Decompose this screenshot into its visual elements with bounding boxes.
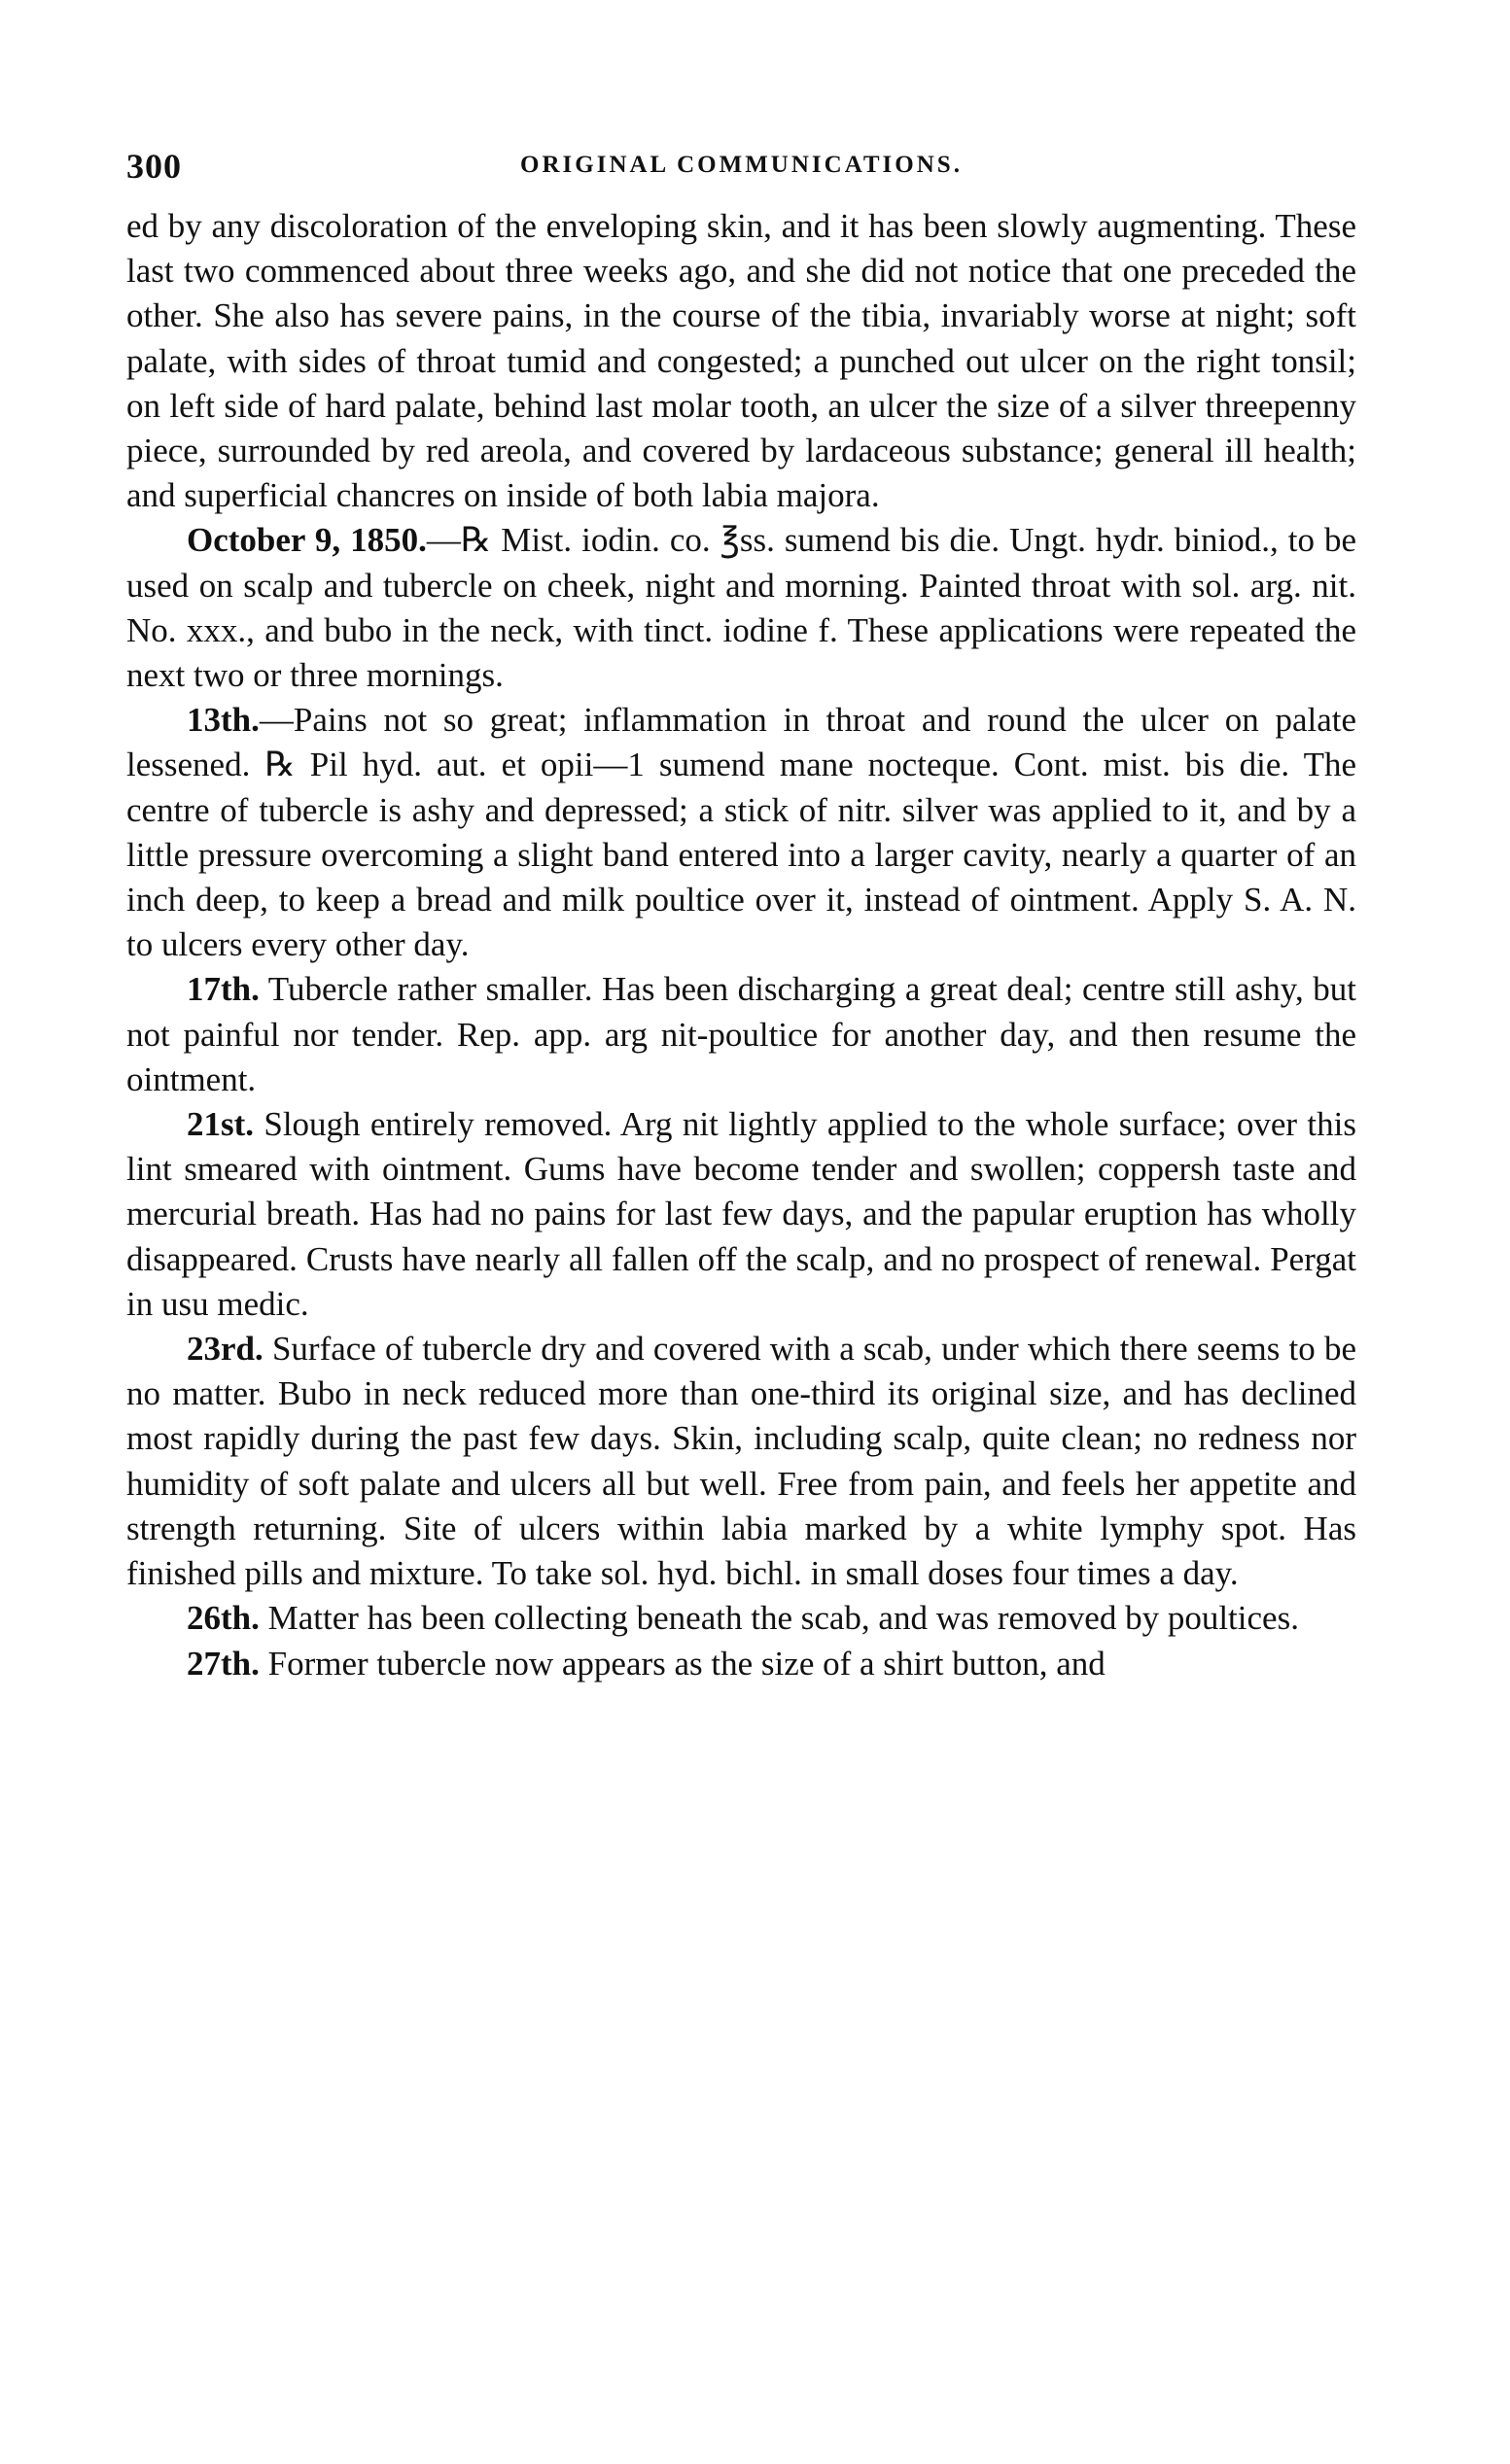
paragraph-text: ed by any discoloration of the enveloping skin, and it has been slowly augmenting. These last two commenced about three weeks ago, and she did not notice that one preceded the other. She also has severe pains, in the course of the tibia, invariably worse at night; soft palate, with sides of throat tumid and congested; a punched out ulcer on the right tonsil; on left side of hard palate, behind last molar tooth, an ulcer the size of a silver threepenny piece, surrounded by red areola, and covered by lardaceous substance; general ill health; and superficial chancres on inside of both labia majora. (126, 207, 1356, 515)
paragraph-23rd (126, 1327, 1356, 1596)
paragraph-october-9 (126, 518, 1356, 698)
running-head: ORIGINAL COMMUNICATIONS. (520, 152, 963, 178)
page-number: 300 (126, 147, 182, 186)
body-text (126, 204, 1356, 1686)
entry-date: 21st. (187, 1105, 255, 1144)
paragraph-text: —Pains not so great; inflammation in throat and round the ulcer on palate lessened. ℞ Pil hyd. aut. et opii—1 sumend mane nocteque. Cont. mist. bis die. The centre of tubercle is ashy and depressed; a stick of nitr. silver was applied to it, and by a little pressure overcoming a slight band entered into a larger cavity, nearly a quarter of an inch deep, to keep a bread and milk poultice over it, instead of ointment. Apply S. A. N. to ulcers every other day. (126, 701, 1356, 964)
entry-date: October 9, 1850. (187, 521, 427, 560)
paragraph-26th (126, 1596, 1356, 1641)
paragraph-text: Surface of tubercle dry and covered with a scab, under which there seems to be no matter. Bubo in neck reduced more than one-third its original size, and has declined most rapidly during the past few days. Skin, including scalp, quite clean; no redness nor humidity of soft palate and ulcers all but well. Free from pain, and feels her appetite and strength returning. Site of ulcers within labia marked by a white lymphy spot. Has finished pills and mixture. To take sol. hyd. bichl. in small doses four times a day. (126, 1330, 1356, 1593)
paragraph-continuation (126, 204, 1356, 518)
entry-date: 27th. (187, 1644, 260, 1683)
paragraph-13th (126, 698, 1356, 967)
paragraph-27th (126, 1642, 1356, 1686)
paragraph-17th (126, 967, 1356, 1102)
entry-date: 13th. (187, 701, 260, 740)
paragraph-text: Slough entirely removed. Arg nit lightly applied to the whole surface; over this lint smeared with ointment. Gums have become tender and swollen; coppersh taste and mercurial breath. Has had no pains for last few days, and the papular eruption has wholly disappeared. Crusts have nearly all fallen off the scalp, and no prospect of renewal. Pergat in usu medic. (126, 1105, 1356, 1323)
paragraph-text: Matter has been collecting beneath the scab, and was removed by poultices. (259, 1599, 1299, 1638)
entry-date: 26th. (187, 1599, 260, 1638)
entry-date: 23rd. (187, 1330, 263, 1369)
paragraph-21st (126, 1102, 1356, 1327)
document-page (126, 146, 1356, 1686)
paragraph-text: —℞ Mist. iodin. co. ℥ss. sumend bis die. Ungt. hydr. biniod., to be used on scalp and tubercle on cheek, night and morning. Painted throat with sol. arg. nit. No. xxx., and bubo in the neck, with tinct. iodine f. These applications were repeated the next two or three mornings. (126, 521, 1356, 695)
page-header (126, 146, 1356, 204)
paragraph-text: Tubercle rather smaller. Has been discharging a great deal; centre still ashy, but not painful nor tender. Rep. app. arg nit-poultice for another day, and then resume the ointment. (126, 970, 1356, 1098)
paragraph-text: Former tubercle now appears as the size of a shirt button, and (259, 1644, 1106, 1683)
entry-date: 17th. (187, 970, 260, 1009)
